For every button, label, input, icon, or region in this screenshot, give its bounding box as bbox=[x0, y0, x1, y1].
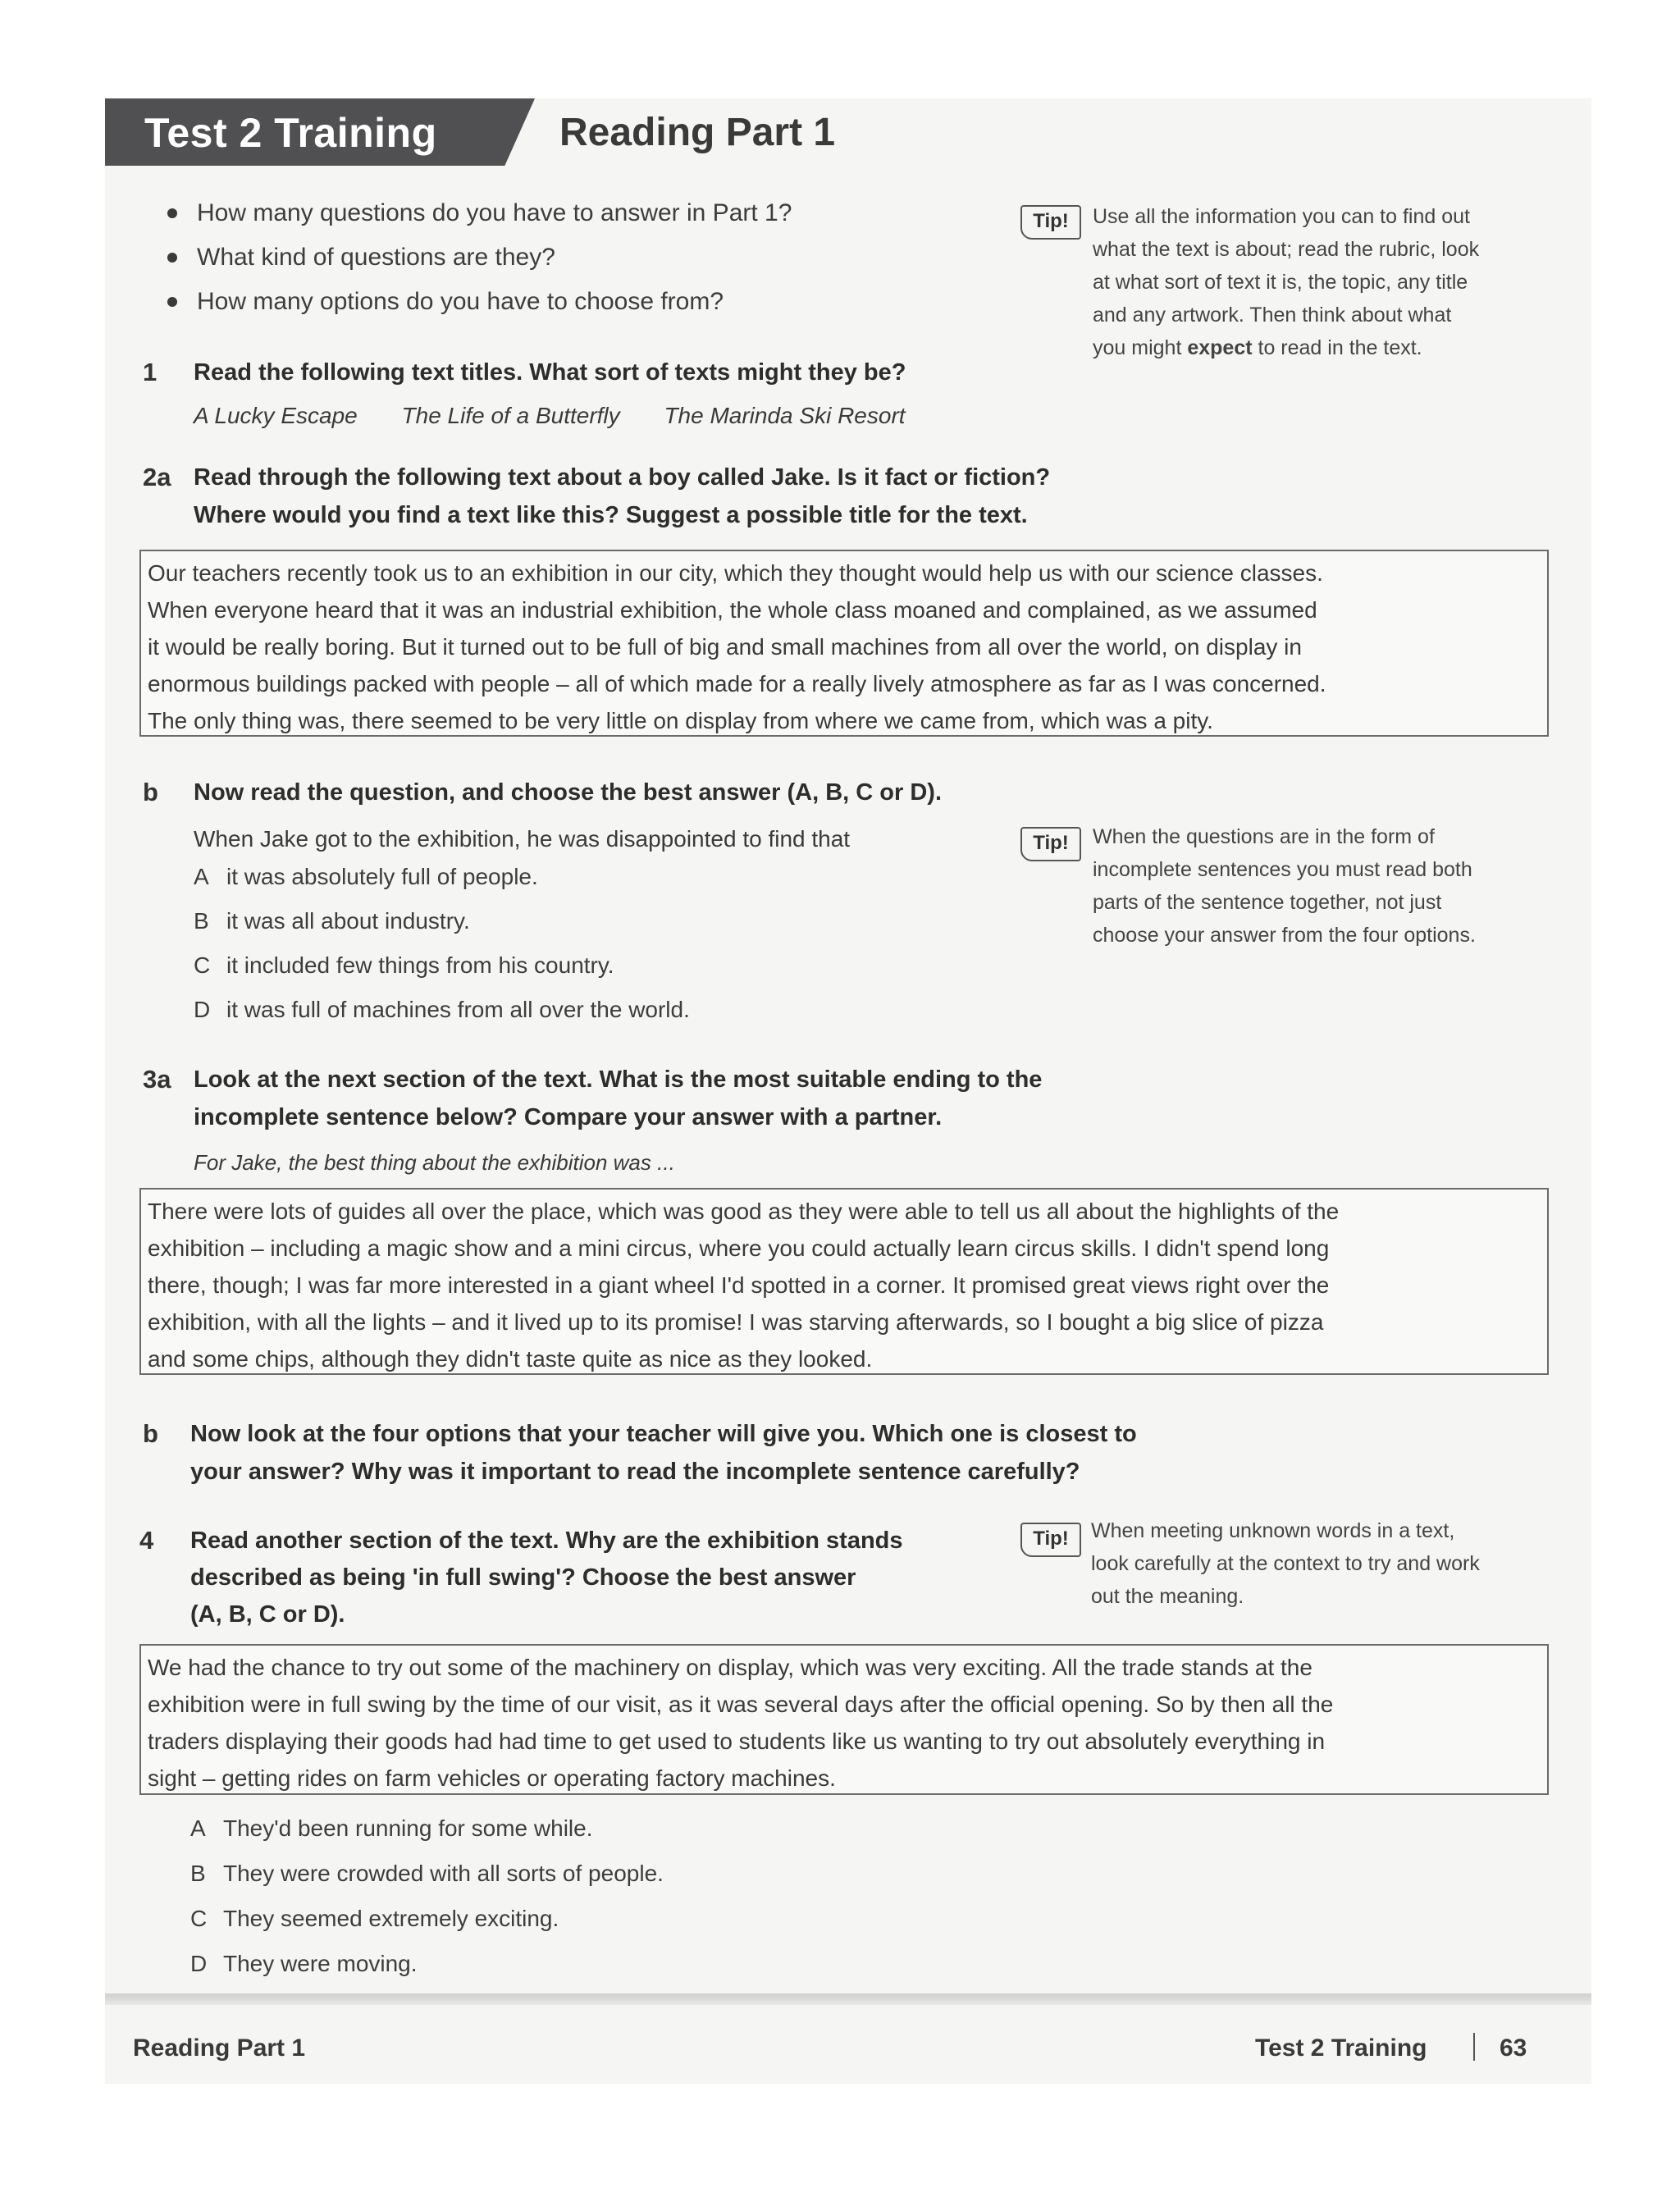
tip-line: look carefully at the context to try and work bbox=[1091, 1552, 1480, 1575]
option-text: it was full of machines from all over the world. bbox=[226, 997, 690, 1022]
tip-line: Use all the information you can to find out bbox=[1093, 205, 1470, 228]
answer-option bbox=[190, 1950, 418, 1978]
question-instruction: Look at the next section of the text. What is the most suitable ending to the bbox=[194, 1066, 1043, 1093]
tip-line: When the questions are in the form of bbox=[1093, 825, 1435, 848]
text-title: The Marinda Ski Resort bbox=[664, 403, 906, 428]
reading-passage bbox=[139, 550, 1549, 737]
option-letter: C bbox=[194, 952, 211, 978]
question-instruction: your answer? Why was it important to read the incomplete sentence carefully? bbox=[190, 1459, 1080, 1485]
question-instruction: Now look at the four options that your teacher will give you. Which one is closest to bbox=[190, 1421, 1137, 1447]
tip-line: what the text is about; read the rubric, look bbox=[1093, 238, 1480, 261]
footer-test-label: Test 2 Training bbox=[1255, 2034, 1427, 2062]
page-number: 63 bbox=[1500, 2034, 1527, 2062]
passage-line: exhibition were in full swing by the time of our visit, as it was several days after the official opening. So by then all the bbox=[148, 1692, 1334, 1717]
reading-passage bbox=[139, 1644, 1549, 1795]
tip-text bbox=[1093, 200, 1568, 364]
passage-line: exhibition, with all the lights – and it lived up to its promise! I was starving afterwards, so I bought a big slice of pizza bbox=[148, 1309, 1324, 1335]
passage-line: We had the chance to try out some of the machinery on display, which was very exciting. All the trade stands at the bbox=[148, 1655, 1312, 1680]
footer-separator bbox=[1473, 2033, 1475, 2061]
tip-line bbox=[1093, 331, 1568, 364]
intro-bullet: How many questions do you have to answer in Part 1? bbox=[164, 197, 792, 241]
tip-line: parts of the sentence together, not just bbox=[1093, 891, 1442, 914]
tip-text bbox=[1091, 1514, 1567, 1613]
passage-line: traders displaying their goods had had time to get used to students like us wanting to try out absolutely everything in bbox=[148, 1728, 1326, 1754]
answer-option bbox=[190, 1905, 559, 1933]
passage-line: There were lots of guides all over the place, which was good as they were able to tell us all about the highlights of the bbox=[148, 1199, 1340, 1224]
tip-badge: Tip! bbox=[1020, 827, 1081, 861]
question-instruction: Where would you find a text like this? Suggest a possible title for the text. bbox=[194, 502, 1028, 528]
passage-line: The only thing was, there seemed to be very little on display from where we came from, which was a pity. bbox=[148, 708, 1213, 733]
option-text: it included few things from his country. bbox=[226, 952, 614, 978]
option-letter: A bbox=[190, 1815, 206, 1841]
answer-option bbox=[194, 996, 690, 1024]
tip-line-text: you might bbox=[1093, 336, 1188, 359]
text-titles bbox=[194, 402, 943, 430]
reading-passage bbox=[139, 1188, 1549, 1375]
answer-option bbox=[194, 952, 614, 980]
question-instruction: Now read the question, and choose the best answer (A, B, C or D). bbox=[194, 779, 943, 806]
passage-line: enormous buildings packed with people – all of which made for a really lively atmosphere as far as I was concerned. bbox=[148, 671, 1326, 696]
tip-line: When meeting unknown words in a text, bbox=[1091, 1519, 1455, 1542]
option-text: They'd been running for some while. bbox=[223, 1815, 593, 1841]
question-instruction: Read another section of the text. Why are the exhibition stands bbox=[190, 1528, 903, 1554]
question-stem: When Jake got to the exhibition, he was disappointed to find that bbox=[194, 826, 851, 852]
tip-badge: Tip! bbox=[1020, 205, 1081, 240]
question-number: 1 bbox=[143, 358, 158, 386]
footer-section-label: Reading Part 1 bbox=[133, 2034, 306, 2062]
page-title: Reading Part 1 bbox=[559, 111, 836, 154]
option-text: They were crowded with all sorts of people. bbox=[223, 1861, 664, 1886]
text-title: The Life of a Butterfly bbox=[401, 403, 620, 428]
question-stem: For Jake, the best thing about the exhibition was ... bbox=[194, 1150, 675, 1175]
intro-bullet-list bbox=[164, 197, 792, 330]
option-letter: B bbox=[194, 908, 209, 934]
intro-bullet: What kind of questions are they? bbox=[164, 241, 792, 285]
passage-line: Our teachers recently took us to an exhibition in our city, which they thought would help us with our science classes. bbox=[148, 560, 1323, 586]
option-letter: C bbox=[190, 1906, 208, 1931]
passage-line: there, though; I was far more interested in a giant wheel I'd spotted in a corner. It promised great views right over the bbox=[148, 1272, 1330, 1298]
question-instruction: (A, B, C or D). bbox=[190, 1601, 345, 1628]
option-text: They were moving. bbox=[223, 1951, 418, 1976]
option-letter: B bbox=[190, 1861, 206, 1886]
option-text: it was all about industry. bbox=[226, 908, 470, 934]
question-number: b bbox=[143, 778, 158, 806]
answer-option bbox=[190, 1815, 593, 1843]
question-number: b bbox=[143, 1419, 158, 1448]
intro-bullet: How many options do you have to choose from? bbox=[164, 285, 792, 330]
answer-option bbox=[194, 907, 470, 935]
answer-option bbox=[194, 863, 538, 891]
passage-line: it would be really boring. But it turned out to be full of big and small machines from all over the world, on display in bbox=[148, 634, 1302, 660]
question-instruction: described as being 'in full swing'? Choose the best answer bbox=[190, 1564, 856, 1591]
question-instruction: Read the following text titles. What sort of texts might they be? bbox=[194, 359, 906, 386]
tip-line: incomplete sentences you must read both bbox=[1093, 858, 1472, 881]
question-number: 2a bbox=[143, 463, 171, 491]
option-letter: D bbox=[190, 1951, 208, 1976]
tip-line: and any artwork. Then think about what bbox=[1093, 304, 1452, 327]
passage-line: sight – getting rides on farm vehicles or operating factory machines. bbox=[148, 1765, 836, 1791]
text-title: A Lucky Escape bbox=[194, 403, 358, 428]
footer-rule bbox=[105, 1993, 1591, 2005]
tip-badge: Tip! bbox=[1020, 1523, 1081, 1557]
header-tab-label: Test 2 Training bbox=[144, 110, 437, 156]
option-letter: A bbox=[194, 864, 209, 889]
tip-emphasis: expect bbox=[1187, 336, 1253, 359]
passage-line: When everyone heard that it was an industrial exhibition, the whole class moaned and complained, as we assumed bbox=[148, 597, 1317, 623]
passage-line: and some chips, although they didn't taste quite as nice as they looked. bbox=[148, 1346, 873, 1372]
tip-line-text: to read in the text. bbox=[1252, 336, 1422, 359]
question-instruction: incomplete sentence below? Compare your answer with a partner. bbox=[194, 1104, 943, 1130]
tip-line: choose your answer from the four options. bbox=[1093, 924, 1476, 947]
tip-line: out the meaning. bbox=[1091, 1585, 1244, 1608]
option-letter: D bbox=[194, 997, 211, 1022]
option-text: They seemed extremely exciting. bbox=[223, 1906, 559, 1931]
tip-text bbox=[1093, 820, 1568, 952]
passage-line: exhibition – including a magic show and a mini circus, where you could actually learn circus skills. I didn't spend long bbox=[148, 1235, 1330, 1261]
question-number: 3a bbox=[143, 1065, 171, 1094]
question-number: 4 bbox=[139, 1526, 154, 1555]
tip-line: at what sort of text it is, the topic, any title bbox=[1093, 271, 1468, 294]
answer-option bbox=[190, 1860, 664, 1888]
option-text: it was absolutely full of people. bbox=[226, 864, 538, 889]
question-instruction: Read through the following text about a boy called Jake. Is it fact or fiction? bbox=[194, 464, 1051, 491]
